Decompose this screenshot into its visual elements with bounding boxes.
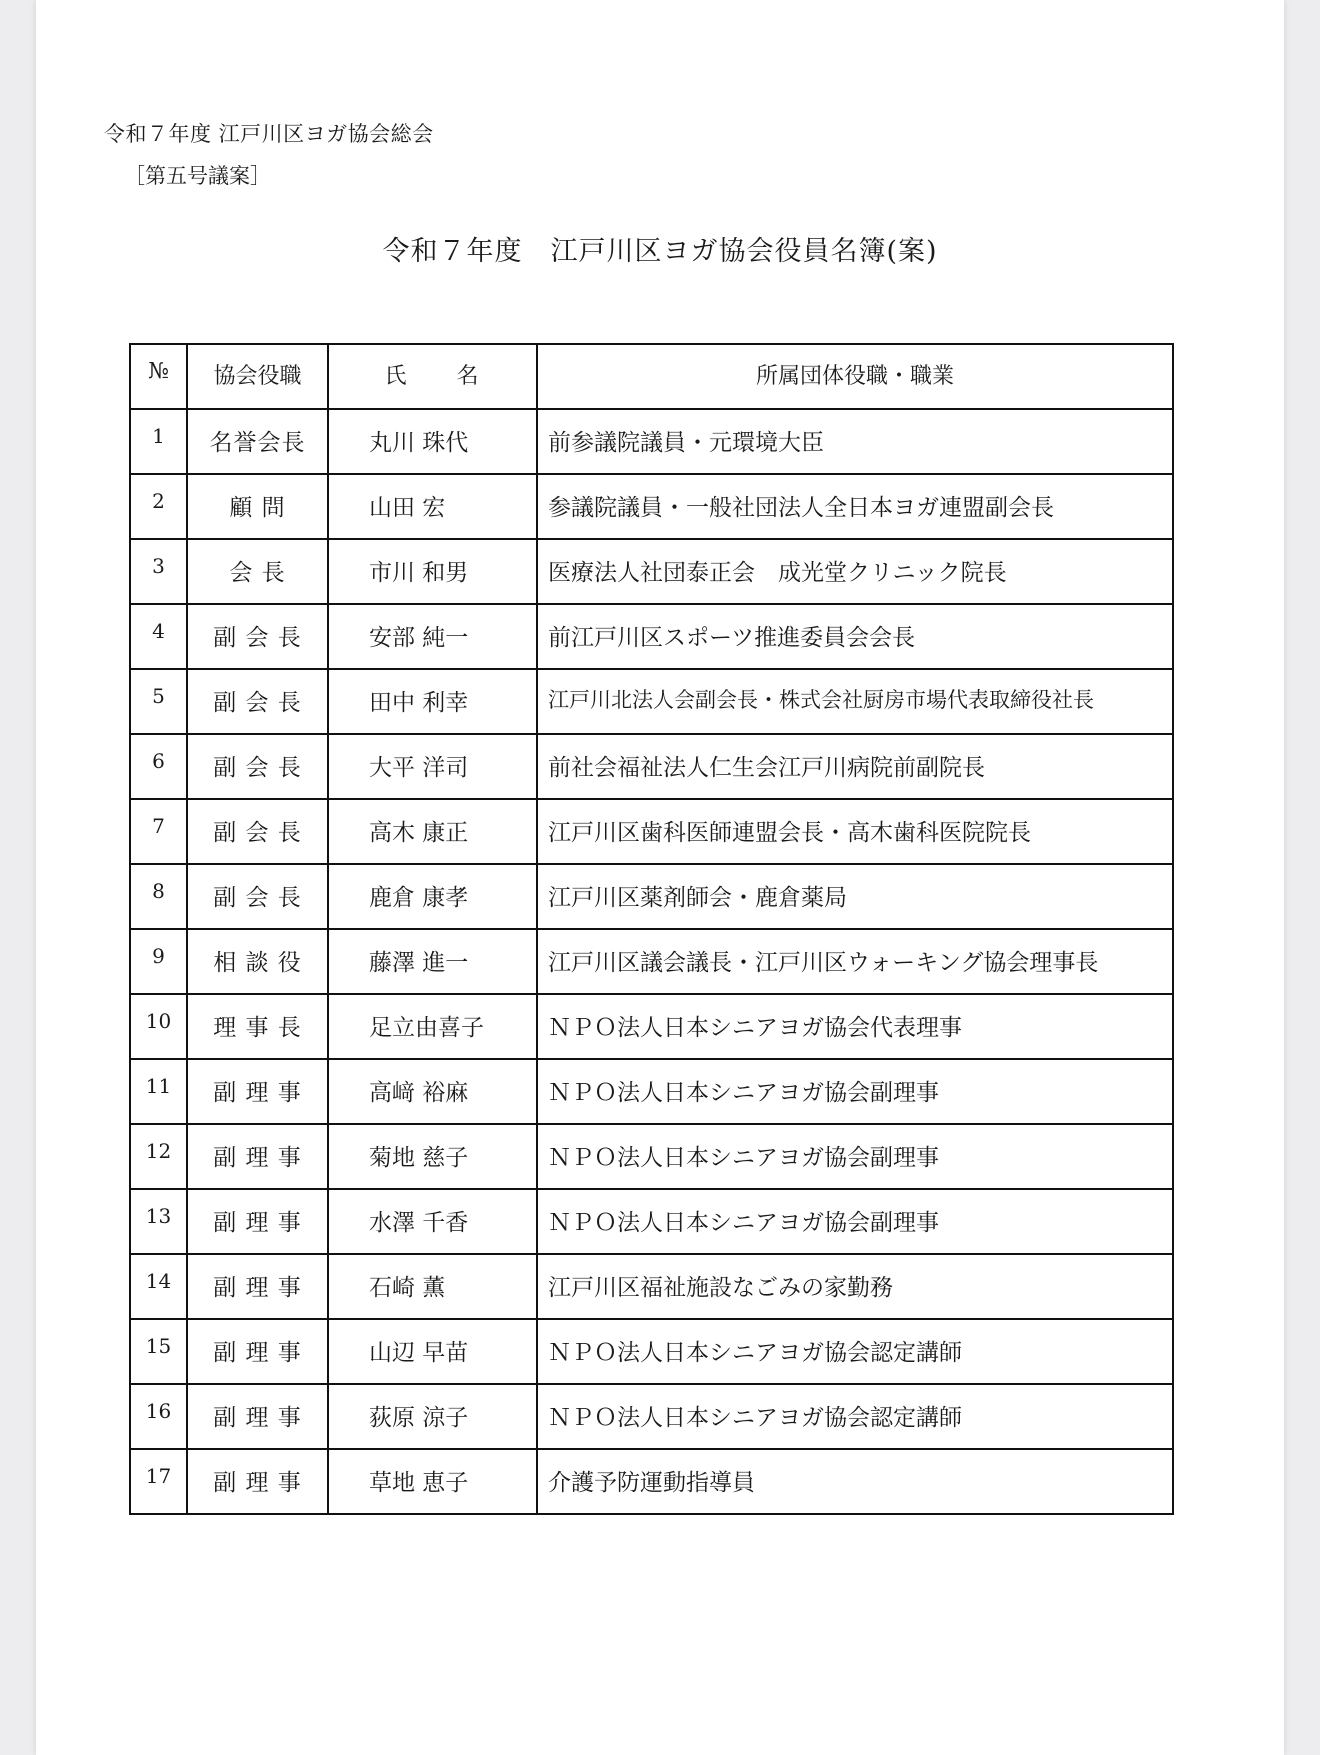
table-row [130, 1059, 1173, 1124]
row-role: 副 理 事 [187, 1254, 328, 1319]
row-name: 高木 康正 [328, 799, 537, 864]
row-number: 13 [130, 1189, 187, 1254]
row-name: 市川 和男 [328, 539, 537, 604]
row-name: 鹿倉 康孝 [328, 864, 537, 929]
row-affiliation: ＮＰＯ法人日本シニアヨガ協会副理事 [537, 1059, 1173, 1124]
document-page [36, 0, 1284, 1755]
row-role: 会 長 [187, 539, 328, 604]
row-role: 副 理 事 [187, 1319, 328, 1384]
table-row [130, 409, 1173, 474]
table-row [130, 799, 1173, 864]
row-affiliation: 介護予防運動指導員 [537, 1449, 1173, 1514]
row-name: 大平 洋司 [328, 734, 537, 799]
row-role: 相 談 役 [187, 929, 328, 994]
table-header-row [130, 344, 1173, 409]
row-number: 7 [130, 799, 187, 864]
header-affiliation: 所属団体役職・職業 [537, 344, 1173, 409]
row-role: 副 会 長 [187, 799, 328, 864]
row-name: 丸川 珠代 [328, 409, 537, 474]
row-number: 1 [130, 409, 187, 474]
row-number: 11 [130, 1059, 187, 1124]
table-row [130, 1384, 1173, 1449]
row-affiliation: ＮＰＯ法人日本シニアヨガ協会認定講師 [537, 1319, 1173, 1384]
row-number: 17 [130, 1449, 187, 1514]
row-affiliation: 前社会福祉法人仁生会江戸川病院前副院長 [537, 734, 1173, 799]
table-row [130, 604, 1173, 669]
row-affiliation: 江戸川区議会議長・江戸川区ウォーキング協会理事長 [537, 929, 1173, 994]
agenda-item-label: ［第五号議案］ [124, 164, 271, 188]
table-row [130, 669, 1173, 734]
row-role: 副 会 長 [187, 864, 328, 929]
row-name: 安部 純一 [328, 604, 537, 669]
row-name: 山田 宏 [328, 474, 537, 539]
roster-body [130, 409, 1173, 1514]
row-role: 名誉会長 [187, 409, 328, 474]
row-number: 5 [130, 669, 187, 734]
table-row [130, 994, 1173, 1059]
row-affiliation: 江戸川区福祉施設なごみの家勤務 [537, 1254, 1173, 1319]
row-name: 山辺 早苗 [328, 1319, 537, 1384]
row-affiliation: ＮＰＯ法人日本シニアヨガ協会副理事 [537, 1124, 1173, 1189]
row-affiliation: 江戸川区歯科医師連盟会長・高木歯科医院院長 [537, 799, 1173, 864]
row-affiliation: 医療法人社団泰正会 成光堂クリニック院長 [537, 539, 1173, 604]
row-number: 16 [130, 1384, 187, 1449]
row-role: 副 理 事 [187, 1124, 328, 1189]
row-number: 15 [130, 1319, 187, 1384]
row-number: 12 [130, 1124, 187, 1189]
row-affiliation: ＮＰＯ法人日本シニアヨガ協会副理事 [537, 1189, 1173, 1254]
row-role: 副 会 長 [187, 604, 328, 669]
table-row [130, 1189, 1173, 1254]
row-name: 足立由喜子 [328, 994, 537, 1059]
row-name: 高﨑 裕麻 [328, 1059, 537, 1124]
row-role: 副 会 長 [187, 734, 328, 799]
table-row [130, 1449, 1173, 1514]
row-role: 副 理 事 [187, 1189, 328, 1254]
document-title: 令和７年度 江戸川区ヨガ協会役員名簿(案) [382, 236, 938, 267]
table-row [130, 1254, 1173, 1319]
row-number: 2 [130, 474, 187, 539]
row-affiliation: 江戸川区薬剤師会・鹿倉薬局 [537, 864, 1173, 929]
row-number: 9 [130, 929, 187, 994]
row-name: 水澤 千香 [328, 1189, 537, 1254]
header-number: № [130, 344, 187, 409]
row-affiliation: 前江戸川区スポーツ推進委員会会長 [537, 604, 1173, 669]
row-number: 10 [130, 994, 187, 1059]
row-role: 副 理 事 [187, 1449, 328, 1514]
header-role: 協会役職 [187, 344, 328, 409]
officer-roster-table [129, 343, 1174, 1515]
row-name: 荻原 涼子 [328, 1384, 537, 1449]
row-role: 副 会 長 [187, 669, 328, 734]
row-affiliation: 参議院議員・一般社団法人全日本ヨガ連盟副会長 [537, 474, 1173, 539]
table-row [130, 734, 1173, 799]
row-number: 8 [130, 864, 187, 929]
row-name: 草地 恵子 [328, 1449, 537, 1514]
row-number: 6 [130, 734, 187, 799]
row-affiliation: 前参議院議員・元環境大臣 [537, 409, 1173, 474]
row-affiliation: ＮＰＯ法人日本シニアヨガ協会代表理事 [537, 994, 1173, 1059]
row-role: 顧 問 [187, 474, 328, 539]
table-row [130, 1124, 1173, 1189]
meeting-header: 令和７年度 江戸川区ヨガ協会総会 [104, 122, 434, 146]
row-role: 副 理 事 [187, 1059, 328, 1124]
row-name: 田中 利幸 [328, 669, 537, 734]
row-name: 菊地 慈子 [328, 1124, 537, 1189]
row-number: 14 [130, 1254, 187, 1319]
table-row [130, 474, 1173, 539]
table-row [130, 864, 1173, 929]
row-affiliation: ＮＰＯ法人日本シニアヨガ協会認定講師 [537, 1384, 1173, 1449]
row-role: 副 理 事 [187, 1384, 328, 1449]
row-name: 石崎 薫 [328, 1254, 537, 1319]
table-row [130, 1319, 1173, 1384]
table-row [130, 539, 1173, 604]
row-role: 理 事 長 [187, 994, 328, 1059]
table-row [130, 929, 1173, 994]
row-affiliation: 江戸川北法人会副会長・株式会社厨房市場代表取締役社長 [537, 669, 1173, 734]
header-name: 氏 名 [328, 344, 537, 409]
row-number: 3 [130, 539, 187, 604]
row-number: 4 [130, 604, 187, 669]
row-name: 藤澤 進一 [328, 929, 537, 994]
